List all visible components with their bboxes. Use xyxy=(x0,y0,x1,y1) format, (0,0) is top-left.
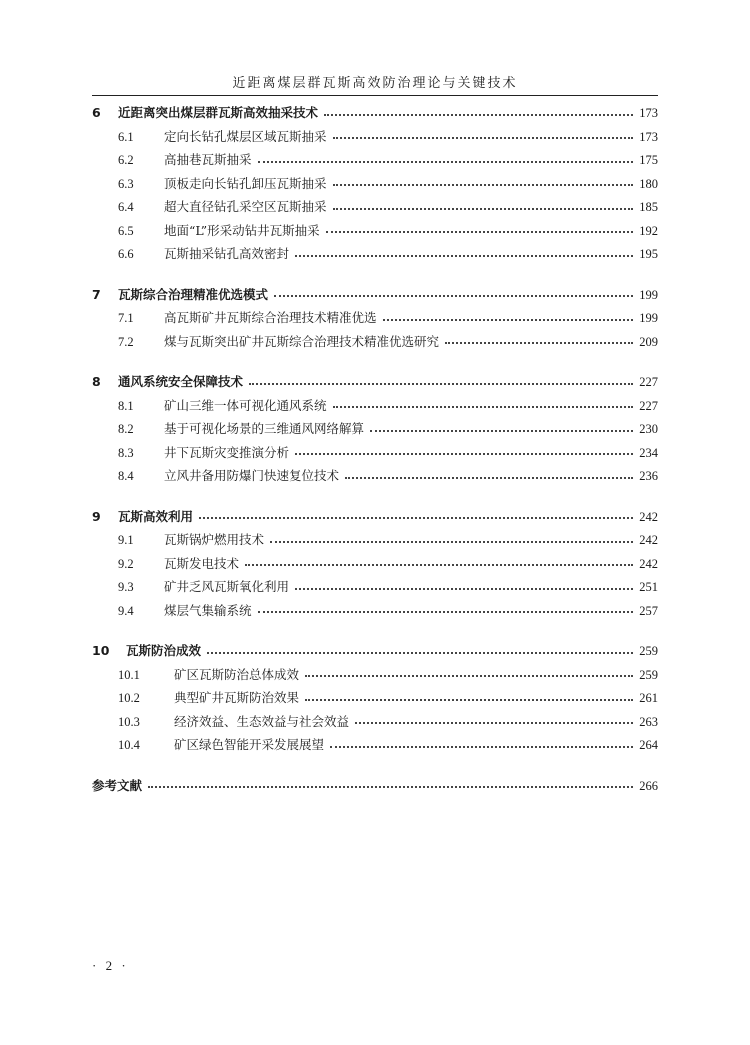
dot-leader xyxy=(333,406,634,408)
entry-title: 立风井备用防爆门快速复位技术 xyxy=(164,468,340,483)
entry-page-number: 199 xyxy=(639,287,658,302)
entry-number: 6.1 xyxy=(118,129,134,144)
dot-leader xyxy=(207,652,633,654)
dot-leader xyxy=(305,675,633,677)
toc-chapter-entry[interactable] xyxy=(92,283,658,307)
dot-leader xyxy=(355,722,633,724)
toc-section-entry[interactable] xyxy=(92,464,658,488)
entry-number: 7 xyxy=(92,286,101,302)
toc-section-entry[interactable] xyxy=(92,219,658,243)
toc-section-entry[interactable] xyxy=(92,599,658,623)
entry-page-number: 266 xyxy=(639,778,658,793)
toc-chapter-block xyxy=(92,101,658,266)
entry-page-number: 264 xyxy=(639,738,658,752)
entry-title: 煤与瓦斯突出矿井瓦斯综合治理技术精准优选研究 xyxy=(164,333,440,349)
entry-title: 典型矿井瓦斯防治效果 xyxy=(174,690,300,705)
dot-leader xyxy=(370,430,633,432)
entry-number: 10 xyxy=(92,643,110,658)
dot-leader xyxy=(270,541,633,543)
entry-page-number: 195 xyxy=(639,247,658,261)
entry-title: 瓦斯锅炉燃用技术 xyxy=(164,532,265,547)
dot-leader xyxy=(326,231,634,233)
entry-page-number: 185 xyxy=(639,200,658,214)
running-head-title: 近距离煤层群瓦斯高效防治理论与关键技术 xyxy=(232,76,518,91)
entry-number: 7.1 xyxy=(118,311,134,325)
toc-chapter-block xyxy=(92,370,658,488)
entry-title: 瓦斯发电技术 xyxy=(164,555,240,571)
entry-title: 矿区瓦斯防治总体成效 xyxy=(174,666,300,682)
entry-title: 瓦斯抽采钻孔高效密封 xyxy=(164,246,290,261)
toc-chapter-entry[interactable] xyxy=(92,505,658,529)
entry-number: 10.1 xyxy=(118,667,140,682)
dot-leader xyxy=(295,453,633,455)
toc-chapter-block xyxy=(92,283,658,354)
entry-page-number: 180 xyxy=(639,176,658,191)
toc-section-entry[interactable] xyxy=(92,394,658,418)
entry-page-number: 259 xyxy=(639,667,658,682)
entry-title: 经济效益、生态效益与社会效益 xyxy=(174,713,350,729)
toc-section-entry[interactable] xyxy=(92,552,658,576)
toc-section-entry[interactable] xyxy=(92,125,658,149)
entry-title: 顶板走向长钻孔卸压瓦斯抽采 xyxy=(164,175,327,191)
dot-leader xyxy=(333,137,634,139)
entry-page-number: 227 xyxy=(639,398,658,413)
entry-title: 定向长钻孔煤层区域瓦斯抽采 xyxy=(164,128,327,144)
toc-section-entry[interactable] xyxy=(92,417,658,441)
entry-number: 8.3 xyxy=(118,445,134,460)
toc-section-entry[interactable] xyxy=(92,528,658,552)
entry-page-number: 261 xyxy=(639,691,658,705)
toc-chapter-entry[interactable] xyxy=(92,101,658,125)
dot-leader xyxy=(295,588,633,590)
entry-title: 瓦斯防治成效 xyxy=(126,643,202,658)
entry-page-number: 175 xyxy=(639,153,658,167)
entry-number: 6.2 xyxy=(118,153,134,167)
entry-page-number: 259 xyxy=(639,644,658,658)
entry-title: 井下瓦斯灾变推演分析 xyxy=(164,444,290,460)
dot-leader xyxy=(324,114,633,116)
entry-number: 8.4 xyxy=(118,469,134,483)
entry-number: 8.1 xyxy=(118,398,134,413)
page-folio: · 2 · xyxy=(92,958,129,973)
entry-title: 基于可视化场景的三维通风网络解算 xyxy=(164,421,365,436)
entry-number: 6.4 xyxy=(118,200,134,214)
entry-page-number: 242 xyxy=(639,533,658,547)
entry-title: 矿区绿色智能开采发展展望 xyxy=(174,737,325,752)
entry-number: 6.6 xyxy=(118,247,134,261)
entry-title: 近距离突出煤层群瓦斯高效抽采技术 xyxy=(118,105,319,120)
header-rule xyxy=(92,95,658,96)
toc-section-entry[interactable] xyxy=(92,733,658,757)
dot-leader xyxy=(249,383,633,385)
entry-title: 矿山三维一体可视化通风系统 xyxy=(164,397,327,413)
entry-title: 地面“L”形采动钻井瓦斯抽采 xyxy=(164,222,320,238)
entry-page-number: 199 xyxy=(639,311,658,325)
dot-leader xyxy=(148,786,633,788)
entry-page-number: 236 xyxy=(639,469,658,483)
toc-section-entry[interactable] xyxy=(92,575,658,599)
entry-page-number: 192 xyxy=(639,223,658,238)
entry-number: 9.4 xyxy=(118,603,134,618)
toc-section-entry[interactable] xyxy=(92,663,658,687)
entry-number: 9.1 xyxy=(118,533,134,547)
entry-number: 9 xyxy=(92,508,101,524)
entry-number: 10.4 xyxy=(118,738,140,752)
toc-chapter-block xyxy=(92,505,658,623)
entry-page-number: 263 xyxy=(639,714,658,729)
toc-section-entry[interactable] xyxy=(92,242,658,266)
entry-page-number: 251 xyxy=(639,580,658,594)
entry-title: 矿井乏风瓦斯氧化利用 xyxy=(164,579,290,594)
entry-title: 瓦斯综合治理精准优选模式 xyxy=(118,286,269,302)
toc-section-entry[interactable] xyxy=(92,306,658,330)
entry-title: 参考文献 xyxy=(92,777,143,793)
dot-leader xyxy=(330,746,633,748)
entry-number: 6.5 xyxy=(118,223,134,238)
entry-page-number: 173 xyxy=(639,106,658,120)
toc-section-entry[interactable] xyxy=(92,686,658,710)
dot-leader xyxy=(258,161,634,163)
dot-leader xyxy=(199,517,633,519)
toc-section-entry[interactable] xyxy=(92,441,658,465)
toc-chapter-entry[interactable] xyxy=(92,370,658,394)
dot-leader xyxy=(305,699,633,701)
entry-title: 高瓦斯矿井瓦斯综合治理技术精准优选 xyxy=(164,310,377,325)
dot-leader xyxy=(258,611,634,613)
entry-number: 9.2 xyxy=(118,556,134,571)
toc-references-entry[interactable] xyxy=(92,774,658,798)
toc-chapter-entry[interactable] xyxy=(92,639,658,663)
entry-number: 8 xyxy=(92,374,101,389)
toc-section-entry[interactable] xyxy=(92,710,658,734)
entry-title: 煤层气集输系统 xyxy=(164,602,252,618)
entry-page-number: 257 xyxy=(639,603,658,618)
dot-leader xyxy=(445,342,633,344)
toc-section-entry[interactable] xyxy=(92,172,658,196)
entry-number: 6 xyxy=(92,105,101,120)
entry-page-number: 227 xyxy=(639,375,658,389)
dot-leader xyxy=(383,319,634,321)
entry-title: 高抽巷瓦斯抽采 xyxy=(164,152,252,167)
entry-number: 9.3 xyxy=(118,580,134,594)
entry-number: 8.2 xyxy=(118,422,134,436)
dot-leader xyxy=(333,208,634,210)
entry-number: 7.2 xyxy=(118,334,134,349)
entry-page-number: 242 xyxy=(639,556,658,571)
entry-title: 超大直径钻孔采空区瓦斯抽采 xyxy=(164,199,327,214)
dot-leader xyxy=(245,564,633,566)
entry-number: 10.2 xyxy=(118,691,140,705)
toc-section-entry[interactable] xyxy=(92,330,658,354)
table-of-contents xyxy=(92,101,658,814)
entry-page-number: 230 xyxy=(639,422,658,436)
entry-number: 6.3 xyxy=(118,176,134,191)
entry-page-number: 242 xyxy=(639,509,658,524)
entry-title: 通风系统安全保障技术 xyxy=(118,374,244,389)
toc-references-block xyxy=(92,774,658,798)
entry-page-number: 173 xyxy=(639,129,658,144)
entry-title: 瓦斯高效利用 xyxy=(118,508,194,524)
entry-page-number: 234 xyxy=(639,445,658,460)
toc-section-entry[interactable] xyxy=(92,195,658,219)
entry-page-number: 209 xyxy=(639,334,658,349)
dot-leader xyxy=(295,255,633,257)
toc-section-entry[interactable] xyxy=(92,148,658,172)
toc-chapter-block xyxy=(92,639,658,757)
dot-leader xyxy=(333,184,634,186)
entry-number: 10.3 xyxy=(118,714,140,729)
dot-leader xyxy=(345,477,633,479)
dot-leader xyxy=(274,295,633,297)
